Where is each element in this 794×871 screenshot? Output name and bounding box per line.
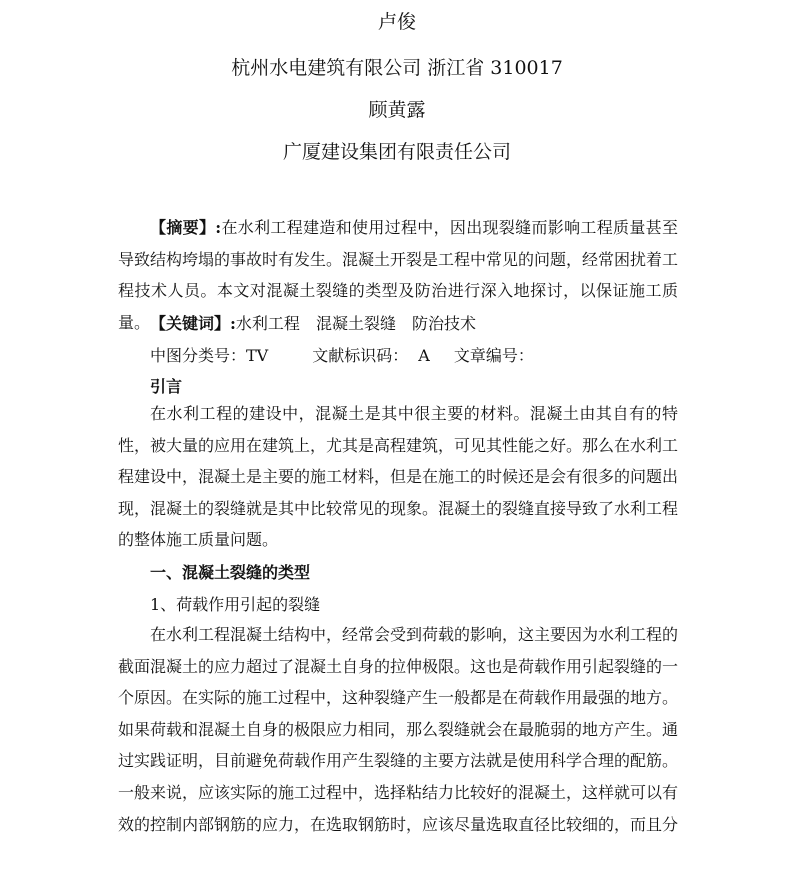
keyword-3: 防治技术 (411, 314, 476, 333)
keywords-line (118, 308, 678, 340)
classification-line (118, 340, 678, 372)
intro-heading: 引言 (150, 377, 183, 396)
keywords-label: 【关键词】: (150, 314, 236, 333)
author-2: 顾黄露 (368, 99, 426, 121)
abstract-label: 【摘要】: (150, 218, 222, 237)
clc-label: 中图分类号：TV (150, 346, 269, 365)
affiliation-1: 杭州水电建筑有限公司 浙江省 310017 (231, 57, 563, 79)
author-1: 卢俊 (377, 11, 416, 33)
section-1-block (118, 619, 678, 840)
article-no-label: 文章编号： (453, 346, 534, 365)
section-1-subheading: 1、荷载作用引起的裂缝 (150, 595, 321, 614)
intro-block (118, 398, 678, 556)
intro-paragraph: 在水利工程的建设中，混凝土是其中很主要的材料。混凝土由其自有的特性，被大量的应用在建筑上，尤其是高程建筑，可见其性能之好。那么在水利工程建设中，混凝土是主要的施工材料，但是在施工的时候还是会有很多的问题出现，混凝土的裂缝就是其中比较常见的现象。混凝土的裂缝直接导致了水利工程的整体施工质量问题。 (118, 404, 679, 550)
affiliation-2: 广厦建设集团有限责任公司 (282, 141, 511, 163)
keyword-1: 水利工程 (235, 314, 300, 333)
keyword-2: 混凝土裂缝 (315, 314, 396, 333)
section-1-heading: 一、混凝土裂缝的类型 (150, 563, 311, 582)
doc-code-label: 文献标识码： (312, 346, 409, 365)
section-1-paragraph: 在水利工程混凝土结构中，经常会受到荷载的影响，这主要因为水利工程的截面混凝土的应力超过了混凝土自身的拉伸极限。这也是荷载作用引起裂缝的一个原因。在实际的施工过程中，这种裂缝产生一般都是在荷载作用最强的地方。如果荷载和混凝土自身的极限应力相同，那么裂缝就会在最脆弱的地方产生。通过实践证明，目前避免荷载作用产生裂缝的主要方法就是使用科学合理的配筋。一般来说，应该实际的施工过程中，选择粘结力比较好的混凝土，这样就可以有效的控制内部钢筋的应力，在选取钢筋时，应该尽量选取直径比较细的，而且分 (118, 625, 679, 834)
abstract-text: 在水利工程建造和使用过程中，因出现裂缝而影响工程质量甚至导致结构垮塌的事故时有发生。混凝土开裂是工程中常见的问题，经常困扰着工程技术人员。本文对混凝土裂缝的类型及防治进行深入地探讨，以保证施工质量。 (118, 218, 679, 332)
doc-code-value: A (418, 346, 430, 365)
